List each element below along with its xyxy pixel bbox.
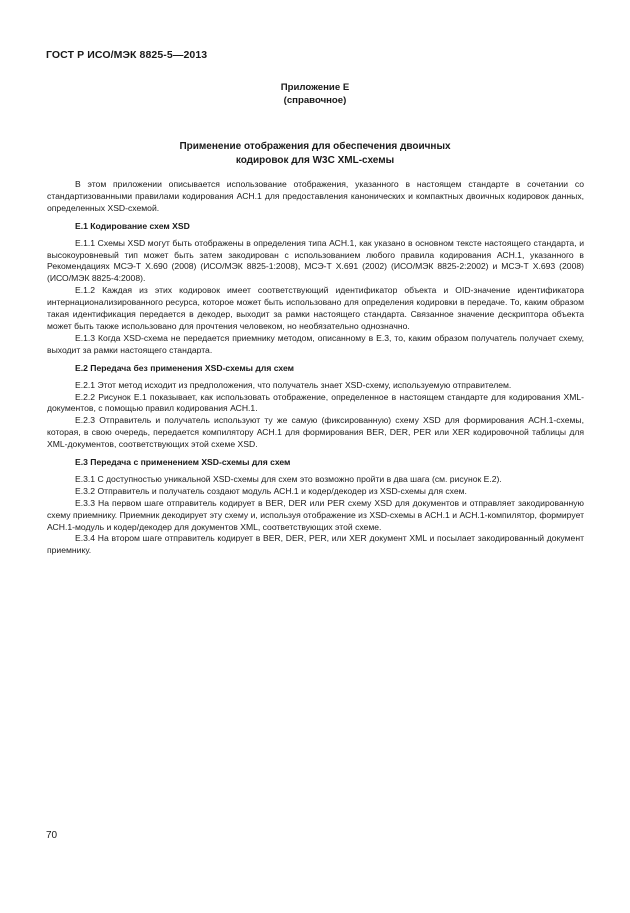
paragraph-e3-1: Е.3.1 С доступностью уникальной XSD-схемы для схем это возможно пройти в два шага (см. рисунок Е.2). — [75, 473, 502, 484]
section-heading-e2: Е.2 Передача без применения XSD-схемы для схем — [75, 362, 294, 373]
document-body — [47, 179, 584, 557]
paragraph-e1-3: Е.1.3 Когда XSD-схема не передается приемнику методом, описанному в Е.3, то, каким образом получатель получает схему, выходит за рамки настоящего стандарта. — [47, 332, 584, 355]
paragraph-e3-3: Е.3.3 На первом шаге отправитель кодирует в BER, DER или PER схему XSD для документов и отправляет закодированную схему приемнику. Приемник декодирует эту схему и, используя отображение из XSD-схемы в АСН.1 и АСН.1-компилятор, формирует АСН.1-модуль и кодер/декодер для документов XML, соответствующих этой схеме. — [47, 497, 584, 532]
annex-label: Приложение Е — [280, 82, 350, 93]
paragraph-e3-2: Е.3.2 Отправитель и получатель создают модуль АСН.1 и кодер/декодер из XSD-схемы для схем. — [75, 485, 467, 496]
paragraph-e1-1: Е.1.1 Схемы XSD могут быть отображены в определения типа АСН.1, как указано в основном тексте настоящего стандарта, и высокоуровневый тип может быть затем закодирован с использованием любого правила кодирования АСН.1, указанного в Рекомендациях МСЭ-Т X.690 (2008) (ИСО/МЭК 8825-1:2008), МСЭ-Т X.691 (2002) (ИСО/МЭК 8825-2:2002) и МСЭ-Т X.693 (2008) (ИСО/МЭК 8825-4:2008). — [47, 237, 584, 284]
annex-type: (справочное) — [283, 95, 347, 106]
annex-heading — [0, 81, 630, 107]
intro-paragraph: В этом приложении описывается использование отображения, указанного в настоящем стандарте в сочетании со стандартизованными правилами кодирования АСН.1 для предоставления канонических и компактных двоичных кодировок данных, определенных XSD-схемой. — [47, 179, 584, 213]
annex-title-line-2: кодировок для W3C XML-схемы — [235, 155, 395, 166]
page-number: 70 — [46, 830, 58, 841]
paragraph-e1-2: Е.1.2 Каждая из этих кодировок имеет соответствующий идентификатор объекта и OID-значение идентификатора интернационализированного ресурса, которое может быть использовано для определения кодировки в передаче. То, каким образом такая идентификация передается в декодер, выходит за рамки настоящего стандарта. Связанное значение дескриптора объекта может быть также использовано для прочтения человеком, но необязательно однозначно. — [47, 285, 584, 331]
paragraph-e2-2: Е.2.2 Рисунок Е.1 показывает, как использовать отображение, определенное в настоящем стандарте для кодирования XML-документов, с помощью правил кодирования АСН.1. — [47, 391, 584, 414]
paragraph-e2-1: Е.2.1 Этот метод исходит из предположения, что получатель знает XSD-схему, используемую отправителем. — [75, 379, 512, 390]
paragraph-e3-4: Е.3.4 На втором шаге отправитель кодирует в BER, DER, PER, или XER документ XML и посылает закодированный документ приемнику. — [47, 533, 584, 556]
standard-header: ГОСТ Р ИСО/МЭК 8825-5—2013 — [46, 49, 208, 61]
section-heading-e1: Е.1 Кодирование схем XSD — [75, 220, 190, 231]
annex-title — [150, 140, 480, 168]
section-heading-e3: Е.3 Передача с применением XSD-схемы для схем — [75, 457, 291, 468]
annex-title-line-1: Применение отображения для обеспечения двоичных — [179, 141, 451, 152]
paragraph-e2-3: Е.2.3 Отправитель и получатель используют ту же самую (фиксированную) схему XSD для формирования АСН.1-схемы, которая, в свою очередь, передается компилятору АСН.1 для формирования BER, DER, PER или XER кодировочной таблицы для XML-документов, соответствующих этой схеме XSD. — [47, 415, 584, 450]
